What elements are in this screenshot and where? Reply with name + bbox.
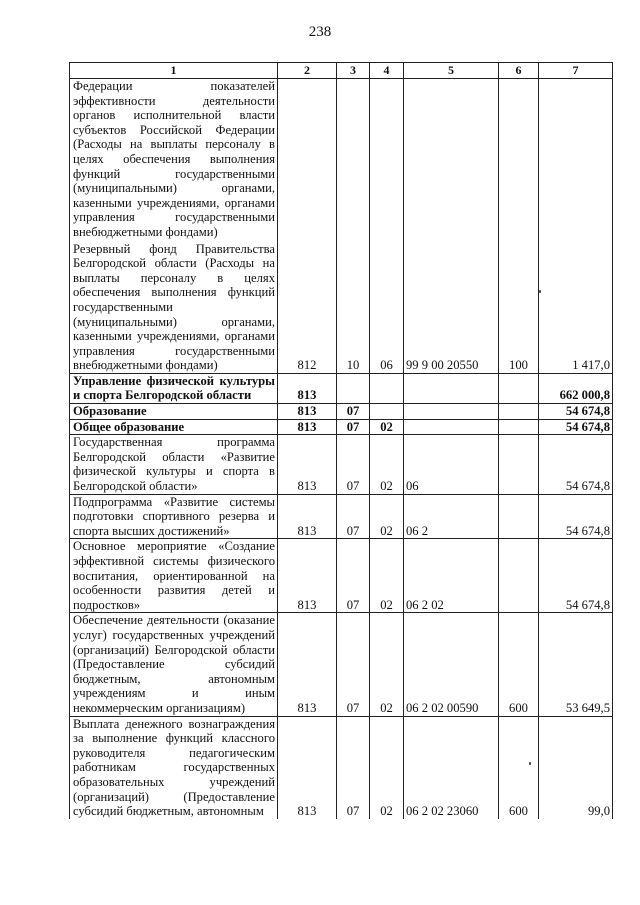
amount: 54 674,8 <box>539 404 613 420</box>
expense-type-code <box>499 435 539 494</box>
budget-table <box>69 62 613 819</box>
header-row <box>70 63 613 79</box>
expense-type-code <box>499 404 539 420</box>
target-article-code: 06 2 <box>404 494 499 539</box>
expense-type-code <box>499 419 539 435</box>
target-article-code: 06 2 02 <box>404 539 499 613</box>
expense-type-code: 600 <box>499 716 539 819</box>
section-code: 07 <box>337 494 370 539</box>
amount: 53 649,5 <box>539 613 613 716</box>
column-header: 3 <box>337 63 370 79</box>
row-name <box>70 404 278 420</box>
subsection-code <box>370 373 404 403</box>
ved-code: 813 <box>278 539 337 613</box>
row-name-paragraph: Основное мероприятие «Создание эффективной системы физического воспитания, ориентированной на особенности развития детей и подростков» <box>73 539 275 612</box>
row-name-paragraph: Федерации показателей эффективности деятельности органов исполнительной власти субъектов Российской Федерации (Расходы на выплаты персоналу в целях обеспечения выполнения функций государственными (муниципальными) органами, казенными учреждениями, органами управления государственными внебюджетными фондами) <box>73 79 275 239</box>
subsection-code: 02 <box>370 419 404 435</box>
row-name <box>70 716 278 819</box>
amount: 54 674,8 <box>539 419 613 435</box>
ved-code: 813 <box>278 613 337 716</box>
ved-code: 813 <box>278 419 337 435</box>
row-name-paragraph: Обеспечение деятельности (оказание услуг) государственных учреждений (организаций) Белгородской области (Предоставление субсидий бюджетным, автономным учреждениям и иным некоммерческим организациям) <box>73 613 275 715</box>
target-article-code: 06 2 02 00590 <box>404 613 499 716</box>
table-row <box>70 435 613 494</box>
amount: 1 417,0 <box>539 79 613 374</box>
subsection-code: 02 <box>370 716 404 819</box>
table-row <box>70 494 613 539</box>
section-code: 07 <box>337 404 370 420</box>
target-article-code <box>404 419 499 435</box>
target-article-code <box>404 373 499 403</box>
row-name-paragraph: Выплата денежного вознаграждения за выполнение функций классного руководителя педагогическим работникам государственных образовательных учреждений (организаций) (Предоставление субсидий бюджетным, автономным <box>73 716 275 819</box>
column-header: 4 <box>370 63 404 79</box>
subsection-code: 02 <box>370 494 404 539</box>
row-name-paragraph: Управление физической культуры и спорта Белгородской области <box>73 373 275 403</box>
ved-code: 813 <box>278 404 337 420</box>
column-header: 2 <box>278 63 337 79</box>
section-code: 07 <box>337 435 370 494</box>
ved-code: 812 <box>278 79 337 374</box>
row-name <box>70 494 278 539</box>
table-row <box>70 79 613 374</box>
ved-code: 813 <box>278 373 337 403</box>
row-name <box>70 613 278 716</box>
expense-type-code <box>499 494 539 539</box>
row-name <box>70 79 278 374</box>
scan-mark <box>529 762 531 765</box>
column-header: 5 <box>404 63 499 79</box>
ved-code: 813 <box>278 716 337 819</box>
scan-mark <box>539 290 541 293</box>
section-code: 07 <box>337 419 370 435</box>
row-name <box>70 435 278 494</box>
section-code: 07 <box>337 716 370 819</box>
table-row <box>70 539 613 613</box>
row-name-paragraph: Общее образование <box>73 419 185 434</box>
expense-type-code: 100 <box>499 79 539 374</box>
section-code: 10 <box>337 79 370 374</box>
subsection-code <box>370 404 404 420</box>
section-code <box>337 373 370 403</box>
section-code: 07 <box>337 539 370 613</box>
amount: 54 674,8 <box>539 435 613 494</box>
row-name-paragraph: Резервный фонд Правительства Белгородской области (Расходы на выплаты персоналу в целях обеспечения выполнения функций государственными (муниципальными) органами, казенными учреждениями, органами управления государственными внебюджетными фондами) <box>73 241 275 373</box>
row-name <box>70 373 278 403</box>
table-row <box>70 613 613 716</box>
amount: 54 674,8 <box>539 539 613 613</box>
expense-type-code: 600 <box>499 613 539 716</box>
table-body <box>70 79 613 819</box>
page-number: 238 <box>308 24 332 40</box>
expense-type-code <box>499 373 539 403</box>
row-name <box>70 539 278 613</box>
amount: 54 674,8 <box>539 494 613 539</box>
target-article-code: 06 2 02 23060 <box>404 716 499 819</box>
target-article-code: 99 9 00 20550 <box>404 79 499 374</box>
amount: 662 000,8 <box>539 373 613 403</box>
column-header: 7 <box>539 63 613 79</box>
section-code: 07 <box>337 613 370 716</box>
ved-code: 813 <box>278 494 337 539</box>
row-name-paragraph: Государственная программа Белгородской области «Развитие физической культуры и спорта в Белгородской области» <box>73 435 275 494</box>
subsection-code: 02 <box>370 613 404 716</box>
target-article-code: 06 <box>404 435 499 494</box>
expense-type-code <box>499 539 539 613</box>
ved-code: 813 <box>278 435 337 494</box>
subsection-code: 02 <box>370 435 404 494</box>
row-name-paragraph: Подпрограмма «Развитие системы подготовки спортивного резерва и спорта высших достижений» <box>73 494 275 538</box>
table-row <box>70 373 613 403</box>
subsection-code: 02 <box>370 539 404 613</box>
amount: 99,0 <box>539 716 613 819</box>
column-header: 1 <box>70 63 278 79</box>
subsection-code: 06 <box>370 79 404 374</box>
table-row <box>70 716 613 819</box>
column-header: 6 <box>499 63 539 79</box>
table-row <box>70 404 613 420</box>
row-name-paragraph: Образование <box>73 404 147 419</box>
target-article-code <box>404 404 499 420</box>
table-row <box>70 419 613 435</box>
row-name <box>70 419 278 435</box>
